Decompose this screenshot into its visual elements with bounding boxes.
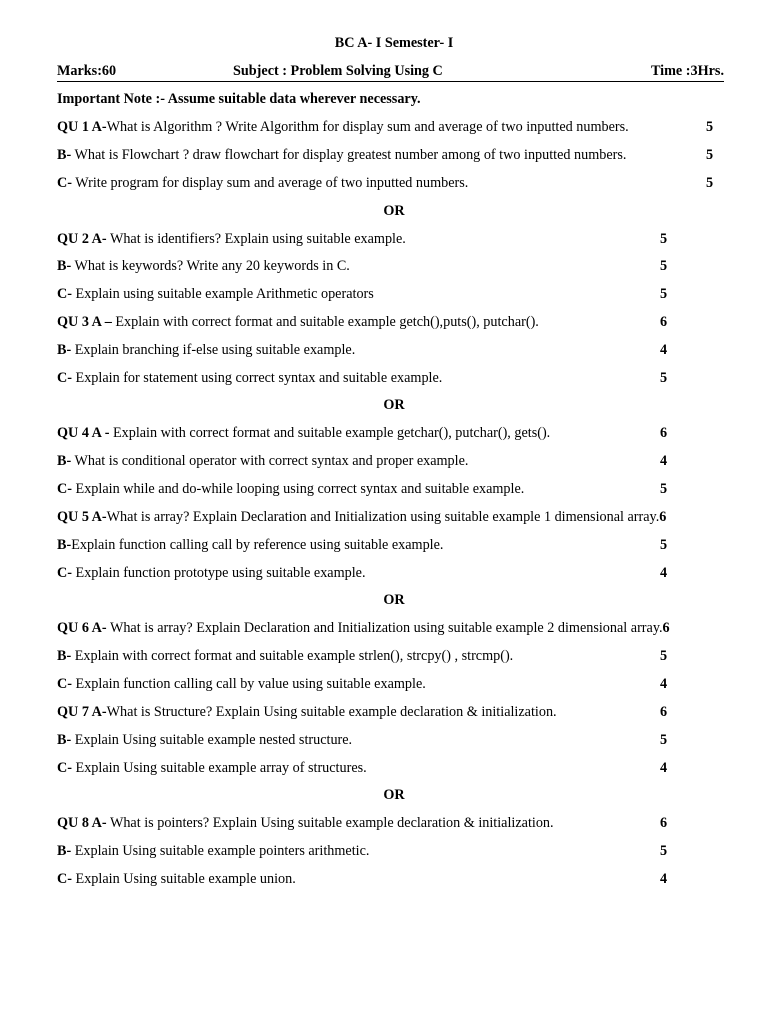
question-line: [57, 871, 296, 889]
question-marks: 4: [660, 565, 668, 581]
question-marks: 4: [660, 760, 668, 776]
question-line: [57, 342, 355, 360]
question-line: [57, 231, 406, 249]
question-label: C-: [57, 481, 72, 497]
question-line: [57, 648, 513, 666]
question-label: QU 4 A -: [57, 425, 110, 441]
question-marks: 6: [660, 815, 668, 831]
question-label: B-: [57, 342, 72, 358]
question-text: Write program for display sum and average of two inputted numbers.: [71, 175, 469, 191]
question-text: Explain using suitable example Arithmetic operators: [71, 286, 374, 302]
question-text: What is identifiers? Explain using suitable example.: [106, 231, 406, 247]
or-separator: OR: [383, 787, 405, 803]
question-line: [57, 453, 468, 471]
question-label: B-: [57, 537, 72, 553]
subject: Subject : Problem Solving Using C: [233, 63, 443, 79]
question-label: C-: [57, 286, 72, 302]
question-label: QU 1 A-: [57, 119, 107, 135]
question-text: Explain Using suitable example nested structure.: [71, 732, 353, 748]
question-text: Explain function calling call by value using suitable example.: [71, 676, 426, 692]
question-marks: 4: [660, 871, 668, 887]
question-line: [57, 314, 539, 332]
question-text: What is Flowchart ? draw flowchart for display greatest number among of two inputted numbers.: [71, 147, 627, 163]
question-line: [57, 425, 550, 443]
duration: Time :3Hrs.: [650, 63, 724, 79]
question-label: C-: [57, 871, 72, 887]
question-line: [57, 843, 369, 861]
question-text: Explain with correct format and suitable example strlen(), strcpy() , strcmp().: [71, 648, 514, 664]
question-label: QU 6 A-: [57, 620, 107, 636]
question-label: C-: [57, 676, 72, 692]
question-text: Explain function calling call by reference using suitable example.: [71, 537, 444, 553]
or-separator: OR: [383, 397, 405, 413]
question-label: C-: [57, 565, 72, 581]
question-text: Explain with correct format and suitable example getch(),puts(), putchar().: [111, 314, 539, 330]
question-marks: 5: [660, 258, 668, 274]
question-label: C-: [57, 760, 72, 776]
question-label: QU 3 A –: [57, 314, 112, 330]
question-marks: 5: [660, 481, 668, 497]
question-label: B-: [57, 258, 72, 274]
question-line: [57, 509, 666, 527]
question-marks: 5: [660, 370, 668, 386]
question-line: [57, 732, 352, 750]
question-label: QU 7 A-: [57, 704, 107, 720]
question-marks: 6: [660, 704, 668, 720]
question-marks: 5: [660, 231, 668, 247]
question-marks: 5: [706, 119, 714, 135]
question-text: Explain for statement using correct syntax and suitable example.: [71, 370, 443, 386]
question-text: What is Algorithm ? Write Algorithm for display sum and average of two inputted numbers.: [106, 119, 629, 135]
question-marks: 4: [660, 676, 668, 692]
question-marks: 4: [660, 453, 668, 469]
question-label: B-: [57, 453, 72, 469]
question-label: QU 8 A-: [57, 815, 107, 831]
question-line: [57, 620, 670, 638]
question-label: B-: [57, 147, 72, 163]
question-label: B-: [57, 732, 72, 748]
question-line: [57, 119, 629, 137]
question-text: What is array? Explain Declaration and Initialization using suitable example 1 dimensional array.: [106, 509, 660, 525]
question-marks: 6: [662, 620, 670, 636]
question-label: B-: [57, 648, 72, 664]
question-text: What is keywords? Write any 20 keywords in C.: [71, 258, 350, 274]
question-text: What is conditional operator with correct syntax and proper example.: [71, 453, 469, 469]
question-line: [57, 815, 554, 833]
question-text: Explain Using suitable example pointers arithmetic.: [71, 843, 370, 859]
question-line: [57, 286, 374, 304]
or-separator: OR: [383, 592, 405, 608]
question-marks: 5: [660, 732, 668, 748]
question-marks: 5: [660, 537, 668, 553]
question-line: [57, 676, 426, 694]
question-marks: 5: [660, 843, 668, 859]
question-label: C-: [57, 175, 72, 191]
question-text: What is array? Explain Declaration and Initialization using suitable example 2 dimensional array.: [106, 620, 663, 636]
question-text: What is Structure? Explain Using suitable example declaration & initialization.: [106, 704, 557, 720]
question-line: [57, 537, 443, 555]
question-line: [57, 147, 626, 165]
question-text: Explain while and do-while looping using correct syntax and suitable example.: [71, 481, 525, 497]
question-line: [57, 704, 557, 722]
paper-header-row: [57, 63, 724, 82]
question-marks: 5: [660, 648, 668, 664]
total-marks: Marks:60: [57, 63, 117, 79]
question-text: Explain with correct format and suitable example getchar(), putchar(), gets().: [109, 425, 551, 441]
question-line: [57, 258, 350, 276]
question-label: QU 2 A-: [57, 231, 107, 247]
question-text: Explain Using suitable example union.: [71, 871, 296, 887]
question-marks: 5: [660, 286, 668, 302]
question-marks: 5: [706, 147, 714, 163]
question-line: [57, 565, 366, 583]
or-separator: OR: [383, 203, 405, 219]
question-text: What is pointers? Explain Using suitable example declaration & initialization.: [106, 815, 554, 831]
question-line: [57, 481, 524, 499]
paper-title: BC A- I Semester- I: [334, 35, 454, 51]
question-line: [57, 760, 367, 778]
question-marks: 5: [706, 175, 714, 191]
question-marks: 6: [660, 314, 668, 330]
question-label: C-: [57, 370, 72, 386]
question-marks: 4: [660, 342, 668, 358]
question-text: Explain Using suitable example array of structures.: [71, 760, 367, 776]
question-text: Explain function prototype using suitable example.: [71, 565, 366, 581]
important-note: Important Note :- Assume suitable data wherever necessary.: [57, 91, 421, 107]
question-label: B-: [57, 843, 72, 859]
question-label: QU 5 A-: [57, 509, 107, 525]
question-line: [57, 175, 468, 193]
question-marks: 6: [660, 425, 668, 441]
question-text: Explain branching if-else using suitable example.: [71, 342, 356, 358]
question-line: [57, 370, 442, 388]
question-marks: 6: [659, 509, 667, 525]
